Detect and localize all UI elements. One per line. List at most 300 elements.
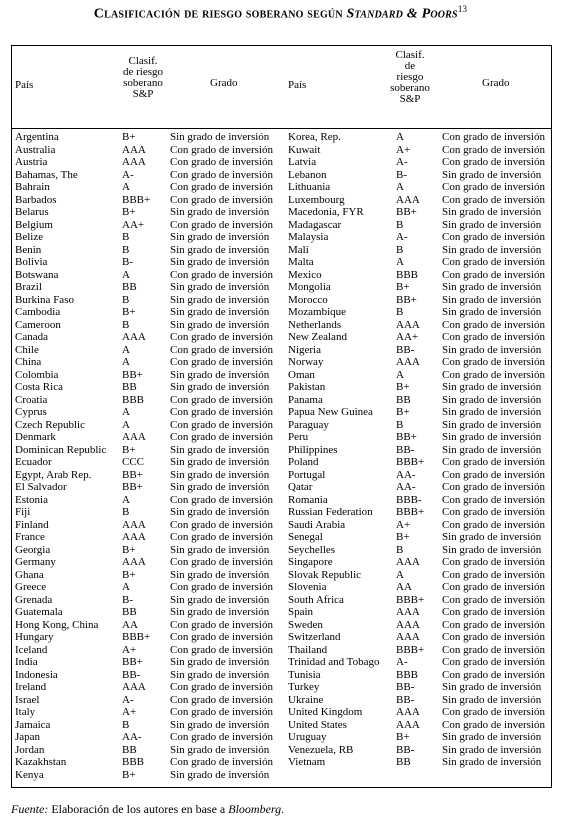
table-row: [15, 456, 283, 469]
rating-cell: BB-: [396, 693, 415, 706]
country-cell: Philippines: [288, 443, 338, 456]
rating-cell: A: [396, 131, 404, 143]
table-row: [288, 219, 550, 232]
table-row: [15, 581, 283, 594]
country-cell: El Salvador: [15, 481, 67, 493]
rating-cell: B: [122, 318, 130, 331]
country-cell: Indonesia: [15, 668, 58, 681]
grade-cell: Sin grado de inversión: [442, 756, 542, 768]
rating-cell: AAA: [122, 156, 146, 168]
rating-cell: BBB+: [396, 506, 425, 518]
table-row: [288, 619, 550, 632]
table-row: [288, 431, 550, 444]
rating-cell: B: [396, 418, 404, 431]
grade-cell: Sin grado de inversión: [442, 381, 542, 393]
country-cell: Colombia: [15, 368, 59, 381]
grade-cell: Sin grado de inversión: [170, 456, 270, 468]
country-cell: Mexico: [288, 268, 322, 281]
country-cell: Finland: [15, 518, 49, 531]
country-cell: Peru: [288, 431, 309, 443]
grade-cell: Con grado de inversión: [170, 356, 273, 368]
header-rating-left-line: S&P: [132, 88, 154, 100]
ratings-table: [11, 45, 552, 788]
table-row: [15, 556, 283, 569]
country-cell: Brazil: [15, 281, 42, 293]
grade-cell: Con grado de inversión: [442, 556, 545, 568]
country-cell: Jordan: [15, 743, 45, 756]
rating-cell: BBB+: [396, 593, 425, 606]
table-row: [15, 469, 283, 482]
table-title: [0, 4, 561, 23]
country-cell: Pakistan: [288, 381, 326, 393]
country-cell: Malta: [288, 256, 314, 268]
table-row: [15, 419, 283, 432]
grade-cell: Sin grado de inversión: [170, 506, 270, 518]
country-cell: Japan: [15, 731, 41, 743]
rating-cell: B+: [122, 206, 136, 218]
grade-cell: Con grado de inversión: [170, 693, 273, 706]
grade-cell: Sin grado de inversión: [170, 606, 270, 618]
country-cell: Ukraine: [288, 693, 324, 706]
rating-cell: A: [396, 568, 404, 581]
table-row: [15, 244, 283, 257]
country-cell: Hong Kong, China: [15, 618, 99, 631]
country-cell: Belarus: [15, 206, 49, 218]
table-row: [15, 694, 283, 707]
country-cell: Latvia: [288, 156, 317, 168]
country-cell: Paraguay: [288, 418, 329, 431]
country-cell: Croatia: [15, 393, 48, 406]
grade-cell: Con grado de inversión: [442, 606, 545, 618]
rating-cell: AAA: [396, 618, 420, 631]
grade-cell: Sin grado de inversión: [170, 668, 270, 681]
country-cell: Seychelles: [288, 543, 336, 556]
rating-cell: AAA: [122, 556, 146, 568]
grade-cell: Sin grado de inversión: [442, 393, 542, 406]
grade-cell: Con grado de inversión: [170, 756, 273, 768]
rating-cell: BB+: [122, 468, 143, 481]
country-cell: Norway: [288, 356, 324, 368]
table-row: [288, 656, 550, 669]
table-row: [15, 619, 283, 632]
rating-cell: AAA: [396, 631, 420, 643]
country-cell: Poland: [288, 456, 319, 468]
table-row: [15, 544, 283, 557]
header-rating-right: [380, 50, 440, 105]
table-row: [288, 756, 550, 769]
grade-cell: Con grado de inversión: [442, 506, 545, 518]
table-row: [15, 569, 283, 582]
right-column-table: [288, 131, 550, 769]
table-row: [288, 281, 550, 294]
header-rating-left: [108, 56, 178, 100]
table-row: [288, 606, 550, 619]
table-row: [288, 294, 550, 307]
country-cell: Qatar: [288, 481, 313, 493]
country-cell: Guatemala: [15, 606, 63, 618]
rating-cell: B: [122, 293, 130, 306]
grade-cell: Sin grado de inversión: [442, 406, 542, 418]
rating-cell: A: [122, 418, 130, 431]
rating-cell: BBB: [122, 393, 145, 406]
country-cell: Chile: [15, 343, 39, 356]
table-row: [288, 356, 550, 369]
country-cell: United Kingdom: [288, 706, 363, 718]
table-row: [288, 681, 550, 694]
grade-cell: Con grado de inversión: [442, 631, 545, 643]
grade-cell: Sin grado de inversión: [442, 731, 542, 743]
rating-cell: CCC: [122, 456, 145, 468]
rating-cell: BB: [122, 381, 137, 393]
table-row: [15, 231, 283, 244]
table-row: [15, 744, 283, 757]
rating-cell: BB: [122, 606, 137, 618]
country-cell: Georgia: [15, 543, 51, 556]
table-row: [288, 531, 550, 544]
grade-cell: Sin grado de inversión: [170, 593, 270, 606]
rating-cell: BBB: [396, 668, 419, 681]
table-row: [288, 319, 550, 332]
country-cell: Belize: [15, 231, 44, 243]
rating-cell: B-: [396, 168, 407, 181]
grade-cell: Sin grado de inversión: [170, 468, 270, 481]
grade-cell: Sin grado de inversión: [170, 131, 270, 143]
grade-cell: Con grado de inversión: [170, 493, 273, 506]
grade-cell: Sin grado de inversión: [170, 768, 270, 781]
table-row: [15, 281, 283, 294]
country-cell: Venezuela, RB: [288, 743, 354, 756]
rating-cell: BB+: [396, 431, 417, 443]
table-row: [288, 669, 550, 682]
grade-cell: Con grado de inversión: [442, 356, 545, 368]
country-cell: Thailand: [288, 643, 328, 656]
table-row: [288, 419, 550, 432]
header-rating-right-line: S&P: [399, 93, 421, 105]
table-row: [288, 744, 550, 757]
grade-cell: Con grado de inversión: [170, 643, 273, 656]
table-row: [288, 594, 550, 607]
country-cell: Botswana: [15, 268, 59, 281]
table-row: [15, 144, 283, 157]
grade-cell: Sin grado de inversión: [442, 168, 542, 181]
grade-cell: Sin grado de inversión: [442, 743, 542, 756]
rating-cell: BB: [122, 743, 137, 756]
grade-cell: Con grado de inversión: [170, 631, 273, 643]
grade-cell: Con grado de inversión: [442, 481, 545, 493]
grade-cell: Sin grado de inversión: [170, 543, 270, 556]
country-cell: Mozambique: [288, 306, 347, 318]
country-cell: Panama: [288, 393, 323, 406]
table-row: [15, 444, 283, 457]
rating-cell: A-: [396, 231, 408, 243]
grade-cell: Con grado de inversión: [442, 181, 545, 193]
grade-cell: Sin grado de inversión: [442, 206, 542, 218]
table-row: [288, 306, 550, 319]
table-row: [15, 519, 283, 532]
table-row: [15, 169, 283, 182]
grade-cell: Sin grado de inversión: [170, 293, 270, 306]
country-cell: Ireland: [15, 681, 47, 693]
grade-cell: Con grado de inversión: [170, 143, 273, 156]
table-row: [288, 506, 550, 519]
country-cell: Germany: [15, 556, 56, 568]
grade-cell: Con grado de inversión: [170, 518, 273, 531]
grade-cell: Sin grado de inversión: [170, 743, 270, 756]
country-cell: Nigeria: [288, 343, 321, 356]
country-cell: Cameroon: [15, 318, 61, 331]
grade-cell: Con grado de inversión: [442, 518, 545, 531]
grade-cell: Sin grado de inversión: [170, 443, 270, 456]
grade-cell: Sin grado de inversión: [442, 281, 542, 293]
grade-cell: Con grado de inversión: [442, 231, 545, 243]
rating-cell: AA-: [396, 481, 416, 493]
table-row: [288, 206, 550, 219]
rating-cell: AAA: [122, 518, 146, 531]
header-divider: [12, 128, 551, 129]
rating-cell: B: [122, 231, 130, 243]
rating-cell: BBB+: [122, 193, 151, 206]
table-row: [288, 169, 550, 182]
grade-cell: Sin grado de inversión: [442, 543, 542, 556]
rating-cell: BB+: [396, 206, 417, 218]
country-cell: Austria: [15, 156, 48, 168]
table-row: [15, 731, 283, 744]
grade-cell: Con grado de inversión: [170, 706, 273, 718]
grade-cell: Con grado de inversión: [170, 168, 273, 181]
table-row: [288, 369, 550, 382]
country-cell: Canada: [15, 331, 48, 343]
country-cell: India: [15, 656, 38, 668]
country-cell: Senegal: [288, 531, 323, 543]
rating-cell: B: [396, 543, 404, 556]
country-cell: Denmark: [15, 431, 56, 443]
table-row: [288, 494, 550, 507]
rating-cell: B: [122, 506, 130, 518]
table-row: [288, 544, 550, 557]
country-cell: Tunisia: [288, 668, 321, 681]
rating-cell: A+: [396, 518, 411, 531]
rating-cell: A+: [122, 643, 137, 656]
grade-cell: Con grado de inversión: [170, 268, 273, 281]
country-cell: Sweden: [288, 618, 323, 631]
country-cell: Cambodia: [15, 306, 61, 318]
country-cell: Lebanon: [288, 168, 327, 181]
country-cell: Bolivia: [15, 256, 48, 268]
country-cell: Dominican Republic: [15, 443, 107, 456]
grade-cell: Sin grado de inversión: [170, 318, 270, 331]
table-row: [288, 519, 550, 532]
rating-cell: B+: [396, 406, 410, 418]
rating-cell: A: [122, 268, 130, 281]
header-rating-left-line: de riesgo: [122, 66, 163, 78]
country-cell: Egypt, Arab Rep.: [15, 468, 92, 481]
table-row: [288, 156, 550, 169]
rating-cell: AA+: [122, 218, 145, 231]
table-row: [288, 644, 550, 657]
grade-cell: Sin grado de inversión: [442, 443, 542, 456]
rating-cell: A+: [396, 143, 411, 156]
grade-cell: Sin grado de inversión: [170, 381, 270, 393]
country-cell: Greece: [15, 581, 47, 593]
table-row: [15, 719, 283, 732]
rating-cell: B+: [122, 443, 136, 456]
table-row: [288, 556, 550, 569]
rating-cell: BBB+: [396, 643, 425, 656]
table-row: [15, 669, 283, 682]
table-row: [288, 194, 550, 207]
grade-cell: Sin grado de inversión: [170, 481, 270, 493]
country-cell: Oman: [288, 368, 315, 381]
country-cell: Estonia: [15, 493, 48, 506]
table-row: [288, 231, 550, 244]
grade-cell: Con grado de inversión: [442, 468, 545, 481]
country-cell: Kenya: [15, 768, 44, 781]
table-row: [15, 431, 283, 444]
table-row: [15, 394, 283, 407]
grade-cell: Con grado de inversión: [442, 193, 545, 206]
title-footnote: 13: [457, 4, 468, 14]
rating-cell: B-: [122, 593, 133, 606]
country-cell: Luxembourg: [288, 193, 345, 206]
country-cell: Argentina: [15, 131, 59, 143]
country-cell: Iceland: [15, 643, 48, 656]
country-cell: Mali: [288, 243, 309, 256]
country-cell: Bahrain: [15, 181, 50, 193]
header-rating-right-line: riesgo: [396, 71, 424, 83]
rating-cell: BBB+: [122, 631, 151, 643]
grade-cell: Sin grado de inversión: [170, 656, 270, 668]
rating-cell: B+: [122, 306, 136, 318]
grade-cell: Sin grado de inversión: [170, 243, 270, 256]
grade-cell: Sin grado de inversión: [442, 531, 542, 543]
table-row: [15, 156, 283, 169]
source-label: Fuente:: [11, 802, 49, 816]
grade-cell: Sin grado de inversión: [442, 293, 542, 306]
header-rating-right-line: soberano: [390, 82, 430, 94]
grade-cell: Con grado de inversión: [442, 656, 545, 668]
country-cell: Barbados: [15, 193, 57, 206]
grade-cell: Con grado de inversión: [442, 256, 545, 268]
country-cell: South Africa: [288, 593, 344, 606]
country-cell: Burkina Faso: [15, 293, 74, 306]
grade-cell: Sin grado de inversión: [170, 281, 270, 293]
grade-cell: Con grado de inversión: [442, 318, 545, 331]
rating-cell: AAA: [396, 356, 420, 368]
header-rating-left-line: Clasif.: [128, 55, 158, 67]
country-cell: Israel: [15, 693, 40, 706]
table-row: [15, 181, 283, 194]
grade-cell: Con grado de inversión: [442, 456, 545, 468]
country-cell: Korea, Rep.: [288, 131, 341, 143]
country-cell: Czech Republic: [15, 418, 85, 431]
country-cell: Jamaica: [15, 718, 51, 731]
country-cell: Mongolia: [288, 281, 331, 293]
grade-cell: Sin grado de inversión: [170, 206, 270, 218]
rating-cell: AA-: [396, 468, 416, 481]
country-cell: Vietnam: [288, 756, 326, 768]
country-cell: Singapore: [288, 556, 333, 568]
rating-cell: AA-: [122, 731, 142, 743]
table-row: [15, 206, 283, 219]
country-cell: Fiji: [15, 506, 31, 518]
country-cell: Australia: [15, 143, 56, 156]
grade-cell: Con grado de inversión: [442, 593, 545, 606]
table-row: [288, 131, 550, 144]
title-main: Clasificación de riesgo soberano según: [93, 6, 343, 22]
grade-cell: Con grado de inversión: [442, 668, 545, 681]
rating-cell: A: [122, 581, 130, 593]
table-row: [288, 719, 550, 732]
country-cell: Turkey: [288, 681, 320, 693]
rating-cell: A: [396, 256, 404, 268]
grade-cell: Con grado de inversión: [170, 681, 273, 693]
country-cell: Macedonia, FYR: [288, 206, 364, 218]
table-row: [288, 581, 550, 594]
grade-cell: Con grado de inversión: [442, 618, 545, 631]
country-cell: Russian Federation: [288, 506, 373, 518]
rating-cell: BB-: [396, 681, 415, 693]
rating-cell: B: [122, 718, 130, 731]
rating-cell: A: [122, 343, 130, 356]
table-row: [15, 269, 283, 282]
table-row: [15, 356, 283, 369]
grade-cell: Sin grado de inversión: [442, 218, 542, 231]
country-cell: Madagascar: [288, 218, 342, 231]
table-row: [15, 494, 283, 507]
rating-cell: B+: [396, 531, 410, 543]
grade-cell: Con grado de inversión: [442, 706, 545, 718]
country-cell: Uruguay: [288, 731, 327, 743]
grade-cell: Con grado de inversión: [170, 431, 273, 443]
rating-cell: A-: [122, 693, 134, 706]
grade-cell: Con grado de inversión: [170, 331, 273, 343]
country-cell: Kuwait: [288, 143, 321, 156]
grade-cell: Con grado de inversión: [170, 181, 273, 193]
grade-cell: Con grado de inversión: [170, 193, 273, 206]
table-row: [15, 769, 283, 782]
grade-cell: Con grado de inversión: [442, 156, 545, 168]
grade-cell: Con grado de inversión: [442, 718, 545, 731]
grade-cell: Sin grado de inversión: [170, 231, 270, 243]
table-row: [15, 506, 283, 519]
country-cell: Italy: [15, 706, 36, 718]
source-text: Elaboración de los autores en base a: [51, 802, 226, 816]
country-cell: Malaysia: [288, 231, 329, 243]
rating-cell: AA: [122, 618, 138, 631]
rating-cell: BB-: [396, 743, 415, 756]
grade-cell: Con grado de inversión: [170, 618, 273, 631]
table-row: [15, 481, 283, 494]
table-row: [288, 469, 550, 482]
country-cell: China: [15, 356, 42, 368]
table-row: [288, 181, 550, 194]
table-row: [15, 406, 283, 419]
table-row: [15, 219, 283, 232]
rating-cell: AAA: [396, 556, 420, 568]
rating-cell: A: [122, 493, 130, 506]
rating-cell: BB: [396, 756, 411, 768]
country-cell: New Zealand: [288, 331, 347, 343]
header-rating-left-line: soberano: [123, 77, 163, 89]
table-row: [288, 481, 550, 494]
grade-cell: Con grado de inversión: [170, 343, 273, 356]
rating-cell: B+: [122, 131, 136, 143]
table-row: [15, 256, 283, 269]
source-italic: Bloomberg: [228, 802, 282, 816]
country-cell: Morocco: [288, 293, 328, 306]
grade-cell: Sin grado de inversión: [442, 681, 542, 693]
header-rating-right-line: Clasif.: [395, 49, 425, 61]
